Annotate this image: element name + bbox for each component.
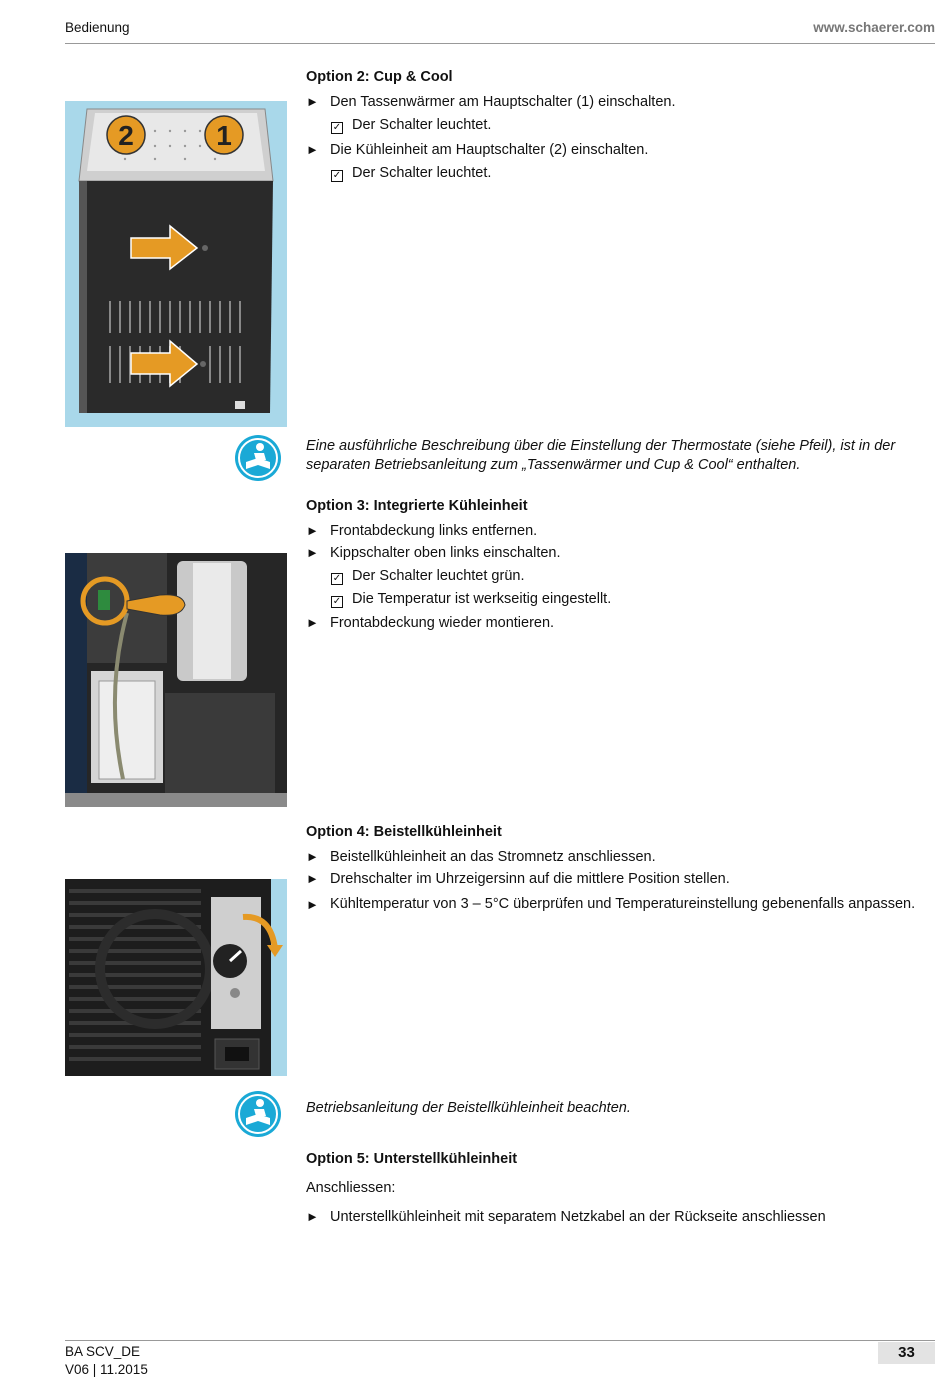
read-manual-icon — [234, 1090, 282, 1138]
option2-check-1: ✓ Der Schalter leuchtet. — [332, 117, 492, 133]
footer-doc-id: BA SCV_DE — [65, 1344, 141, 1359]
option3-step-2: ► Kippschalter oben links einschalten. — [306, 542, 936, 564]
bullet-icon: ► — [306, 615, 319, 630]
option5-title: Option 5: Unterstellkühleinheit — [306, 1151, 518, 1167]
option3-check-1: ✓ Der Schalter leuchtet grün. — [332, 568, 525, 584]
bullet-icon: ► — [306, 545, 319, 560]
header-section: Bedienung — [65, 20, 130, 35]
integrated-cooling-figure — [65, 553, 287, 807]
option2-step-1: ► Den Tassenwärmer am Hauptschalter (1) einschalten. — [306, 91, 936, 113]
option4-step-3: ► Kühltemperatur von 3 – 5°C überprüfen und Temperatureinstellung gebenenfalls anpassen. — [306, 896, 916, 912]
header-website[interactable]: www.schaerer.com — [813, 20, 935, 35]
option4-step-2: ► Drehschalter im Uhrzeigersinn auf die mittlere Position stellen. — [306, 868, 936, 890]
option4-step-1: ► Beistellkühleinheit an das Stromnetz anschliessen. — [306, 846, 936, 868]
footer-divider — [65, 1340, 935, 1341]
option3-title: Option 3: Integrierte Kühleinheit — [306, 498, 528, 514]
checkbox-icon: ✓ — [332, 573, 342, 584]
checkbox-icon: ✓ — [332, 596, 342, 607]
bullet-icon: ► — [306, 523, 319, 538]
option3-check-2: ✓ Die Temperatur ist werkseitig eingestellt. — [332, 591, 612, 607]
side-cooler-note: Betriebsanleitung der Beistellkühleinheit beachten. — [306, 1100, 631, 1116]
checkbox-icon: ✓ — [332, 122, 342, 133]
bullet-icon: ► — [306, 849, 319, 864]
bullet-icon: ► — [306, 897, 319, 912]
option2-step-2: ► Die Kühleinheit am Hauptschalter (2) einschalten. — [306, 139, 936, 161]
bullet-icon: ► — [306, 142, 319, 157]
bullet-icon: ► — [306, 1209, 319, 1224]
option4-title: Option 4: Beistellkühleinheit — [306, 824, 502, 840]
option5-subtitle: Anschliessen: — [306, 1180, 396, 1196]
option3-step-3: ► Frontabdeckung wieder montieren. — [306, 612, 936, 634]
page-number: 33 — [878, 1342, 935, 1364]
checkbox-icon: ✓ — [332, 170, 342, 181]
option5-step-1: ► Unterstellkühleinheit mit separatem Netzkabel an der Rückseite anschliessen — [306, 1206, 936, 1228]
read-manual-icon — [234, 434, 282, 482]
option2-title: Option 2: Cup & Cool — [306, 69, 453, 85]
side-cooler-figure — [65, 879, 287, 1076]
cup-cool-figure — [65, 101, 287, 427]
header-divider — [65, 43, 935, 44]
bullet-icon: ► — [306, 871, 319, 886]
footer-version: V06 | 11.2015 — [65, 1362, 148, 1377]
thermostat-note: Eine ausführliche Beschreibung über die Einstellung der Thermostate (siehe Pfeil), ist in der separaten Betriebsanleitung zum „Tassenwärmer und Cup & Cool“ enthalten. — [306, 438, 896, 473]
option3-step-1: ► Frontabdeckung links entfernen. — [306, 520, 936, 542]
figure-label-2: 2 — [118, 120, 134, 151]
figure-label-1: 1 — [216, 120, 232, 151]
bullet-icon: ► — [306, 94, 319, 109]
option2-check-2: ✓ Der Schalter leuchtet. — [332, 165, 492, 181]
